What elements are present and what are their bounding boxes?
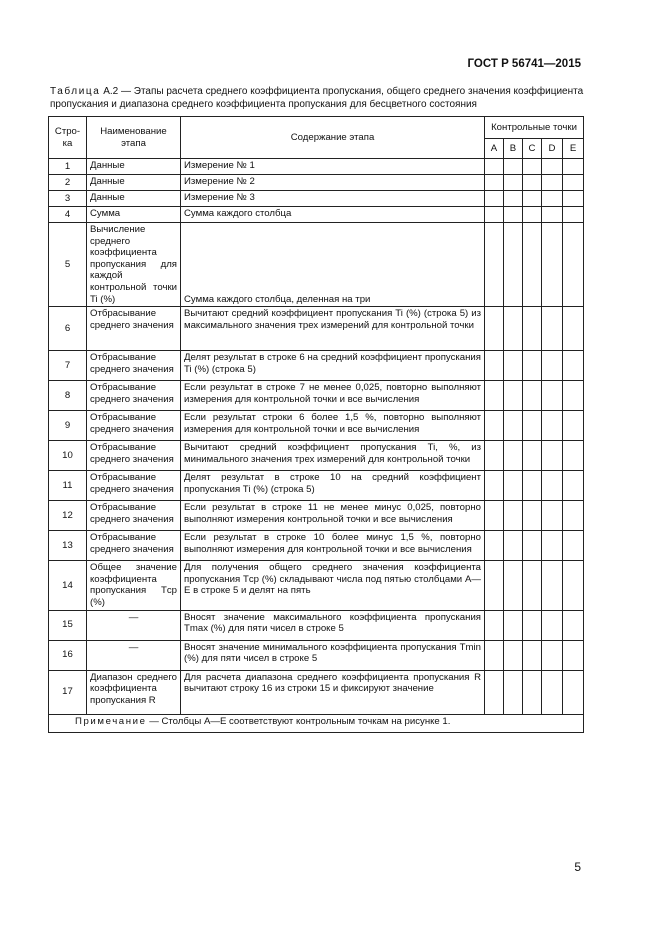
row-content: Делят результат в строке 10 на средний коэффициент пропускания Ti (%) (строка 5) — [181, 471, 485, 501]
check-cell — [542, 411, 563, 441]
row-content: Если результат в строке 7 не менее 0,025, повторно выполняют измерения для контрольной точки и все вычисления — [181, 381, 485, 411]
check-cell — [542, 307, 563, 351]
row-content: Вычитают средний коэффициент пропускания Ti (%) (строка 5) из максимального значения трех измерений для контрольной точки — [181, 307, 485, 351]
row-content: Сумма каждого столбца, деленная на три — [181, 223, 485, 307]
check-cell — [542, 501, 563, 531]
table-row — [49, 191, 584, 207]
row-content: Сумма каждого столбца — [181, 207, 485, 223]
caption-text: А.2 — Этапы расчета среднего коэффициента пропускания, общего среднего значения коэффициента пропускания и диапазона среднего коэффициента пропускания для бесцветного состояния — [50, 86, 584, 110]
table-row — [49, 531, 584, 561]
check-cell — [485, 411, 504, 441]
caption-label: Таблица — [50, 86, 101, 97]
check-cell — [523, 223, 542, 307]
row-number: 8 — [49, 381, 87, 411]
header-point-d: D — [542, 139, 563, 159]
table-row — [49, 640, 584, 670]
check-cell — [504, 610, 523, 640]
standard-number: ГОСТ Р 56741—2015 — [467, 58, 581, 70]
row-number: 7 — [49, 351, 87, 381]
row-number: 5 — [49, 223, 87, 307]
check-cell — [542, 610, 563, 640]
check-cell — [563, 191, 584, 207]
row-content: Для получения общего среднего значения коэффициента пропускания Tср (%) складывают числа под пятью столбцами A—E в строке 5 и делят на пять — [181, 561, 485, 610]
check-cell — [542, 561, 563, 610]
check-cell — [542, 175, 563, 191]
check-cell — [542, 531, 563, 561]
row-content: Вносят значение максимального коэффициента пропускания Tmax (%) для пяти чисел в строке 5 — [181, 610, 485, 640]
check-cell — [563, 381, 584, 411]
check-cell — [485, 207, 504, 223]
check-cell — [485, 471, 504, 501]
check-cell — [563, 561, 584, 610]
check-cell — [523, 561, 542, 610]
row-number: 9 — [49, 411, 87, 441]
header-stage-name: Наименование этапа — [87, 117, 181, 159]
check-cell — [504, 175, 523, 191]
check-cell — [504, 307, 523, 351]
check-cell — [523, 381, 542, 411]
check-cell — [563, 501, 584, 531]
row-number: 12 — [49, 501, 87, 531]
check-cell — [542, 441, 563, 471]
row-name: Отбрасывание среднего значения — [87, 441, 181, 471]
check-cell — [523, 191, 542, 207]
row-name: Данные — [87, 175, 181, 191]
check-cell — [504, 471, 523, 501]
row-number: 10 — [49, 441, 87, 471]
check-cell — [523, 441, 542, 471]
check-cell — [485, 351, 504, 381]
row-name: Отбрасывание среднего значения — [87, 501, 181, 531]
check-cell — [563, 610, 584, 640]
row-content: Вносят значение минимального коэффициента пропускания Tmin (%) для пяти чисел в строке 5 — [181, 640, 485, 670]
check-cell — [563, 207, 584, 223]
row-content: Для расчета диапазона среднего коэффициента пропускания R вычитают строку 16 из строки 15 и фиксируют значение — [181, 670, 485, 714]
check-cell — [485, 501, 504, 531]
row-name: Отбрасывание среднего значения — [87, 381, 181, 411]
check-cell — [523, 670, 542, 714]
table-row — [49, 561, 584, 610]
table-row — [49, 610, 584, 640]
check-cell — [523, 175, 542, 191]
check-cell — [523, 471, 542, 501]
header-stage-content: Содержание этапа — [181, 117, 485, 159]
table-row — [49, 307, 584, 351]
table-row — [49, 351, 584, 381]
header-point-e: E — [563, 139, 584, 159]
check-cell — [523, 501, 542, 531]
check-cell — [563, 471, 584, 501]
check-cell — [504, 351, 523, 381]
header-control-points: Контрольные точки — [485, 117, 584, 139]
check-cell — [563, 670, 584, 714]
check-cell — [563, 223, 584, 307]
check-cell — [542, 223, 563, 307]
row-content: Если результат в строке 10 более минус 1,5 %, повторно выполняют измерения для контрольной точки и все вычисления — [181, 531, 485, 561]
check-cell — [523, 531, 542, 561]
row-content: Делят результат в строке 6 на средний коэффициент пропускания Ti (%) (строка 5) — [181, 351, 485, 381]
row-name: Диапазон среднего коэффициента пропускания R — [87, 670, 181, 714]
table-note-row — [49, 714, 584, 732]
table-row — [49, 207, 584, 223]
check-cell — [563, 351, 584, 381]
table-row — [49, 159, 584, 175]
check-cell — [563, 640, 584, 670]
check-cell — [563, 175, 584, 191]
row-name: — — [87, 610, 181, 640]
check-cell — [485, 610, 504, 640]
table-row — [49, 381, 584, 411]
note-text: — Столбцы A—E соответствуют контрольным точкам на рисунке 1. — [149, 715, 451, 727]
check-cell — [485, 381, 504, 411]
check-cell — [523, 207, 542, 223]
row-content: Измерение № 3 — [181, 191, 485, 207]
check-cell — [523, 307, 542, 351]
check-cell — [504, 670, 523, 714]
check-cell — [485, 531, 504, 561]
row-number: 11 — [49, 471, 87, 501]
check-cell — [542, 670, 563, 714]
row-name: Вычисление среднего коэффициента пропускания для каждой контрольной точки Ti (%) — [87, 223, 181, 307]
check-cell — [485, 191, 504, 207]
check-cell — [542, 640, 563, 670]
check-cell — [504, 207, 523, 223]
row-number: 13 — [49, 531, 87, 561]
check-cell — [485, 670, 504, 714]
header-row-number: Стро-ка — [49, 117, 87, 159]
check-cell — [563, 411, 584, 441]
row-name: Общее значение коэффициента пропускания Tср (%) — [87, 561, 181, 610]
table-note — [49, 714, 584, 732]
row-name: Отбрасывание среднего значения — [87, 411, 181, 441]
row-name: Отбрасывание среднего значения — [87, 471, 181, 501]
table-row — [49, 223, 584, 307]
check-cell — [485, 159, 504, 175]
table-row — [49, 501, 584, 531]
row-number: 16 — [49, 640, 87, 670]
check-cell — [542, 471, 563, 501]
row-content: Измерение № 2 — [181, 175, 485, 191]
check-cell — [504, 411, 523, 441]
row-name: Сумма — [87, 207, 181, 223]
check-cell — [504, 640, 523, 670]
check-cell — [485, 223, 504, 307]
row-name: Данные — [87, 191, 181, 207]
check-cell — [523, 159, 542, 175]
check-cell — [523, 411, 542, 441]
row-number: 1 — [49, 159, 87, 175]
row-number: 17 — [49, 670, 87, 714]
row-content: Если результат в строке 11 не менее минус 0,025, повторно выполняют измерения контрольной точки и все вычисления — [181, 501, 485, 531]
header-point-b: B — [504, 139, 523, 159]
row-number: 14 — [49, 561, 87, 610]
row-number: 3 — [49, 191, 87, 207]
check-cell — [523, 610, 542, 640]
header-point-c: C — [523, 139, 542, 159]
row-name: Данные — [87, 159, 181, 175]
check-cell — [504, 223, 523, 307]
check-cell — [485, 640, 504, 670]
check-cell — [542, 381, 563, 411]
row-content: Если результат строки 6 более 1,5 %, повторно выполняют измерения для контрольной точки и все вычисления — [181, 411, 485, 441]
row-name: — — [87, 640, 181, 670]
check-cell — [563, 307, 584, 351]
table-row — [49, 411, 584, 441]
row-name: Отбрасывание среднего значения — [87, 307, 181, 351]
row-name: Отбрасывание среднего значения — [87, 351, 181, 381]
check-cell — [542, 351, 563, 381]
page-number: 5 — [574, 860, 581, 874]
table-caption — [50, 86, 584, 111]
check-cell — [504, 159, 523, 175]
check-cell — [504, 561, 523, 610]
check-cell — [563, 441, 584, 471]
check-cell — [485, 441, 504, 471]
check-cell — [504, 441, 523, 471]
check-cell — [485, 307, 504, 351]
table-row — [49, 441, 584, 471]
check-cell — [504, 531, 523, 561]
row-content: Измерение № 1 — [181, 159, 485, 175]
note-label: Примечание — [75, 715, 147, 727]
check-cell — [542, 191, 563, 207]
check-cell — [563, 159, 584, 175]
stages-table — [48, 116, 584, 733]
check-cell — [504, 501, 523, 531]
check-cell — [542, 207, 563, 223]
check-cell — [504, 381, 523, 411]
table-row — [49, 670, 584, 714]
table-row — [49, 471, 584, 501]
check-cell — [485, 561, 504, 610]
row-number: 2 — [49, 175, 87, 191]
row-number: 6 — [49, 307, 87, 351]
check-cell — [563, 531, 584, 561]
row-number: 15 — [49, 610, 87, 640]
check-cell — [523, 640, 542, 670]
table-row — [49, 175, 584, 191]
row-name: Отбрасывание среднего значения — [87, 531, 181, 561]
row-content: Вычитают средний коэффициент пропускания Ti, %, из минимального значения трех измерений для контрольной точки — [181, 441, 485, 471]
check-cell — [523, 351, 542, 381]
header-point-a: A — [485, 139, 504, 159]
check-cell — [485, 175, 504, 191]
row-number: 4 — [49, 207, 87, 223]
check-cell — [542, 159, 563, 175]
check-cell — [504, 191, 523, 207]
